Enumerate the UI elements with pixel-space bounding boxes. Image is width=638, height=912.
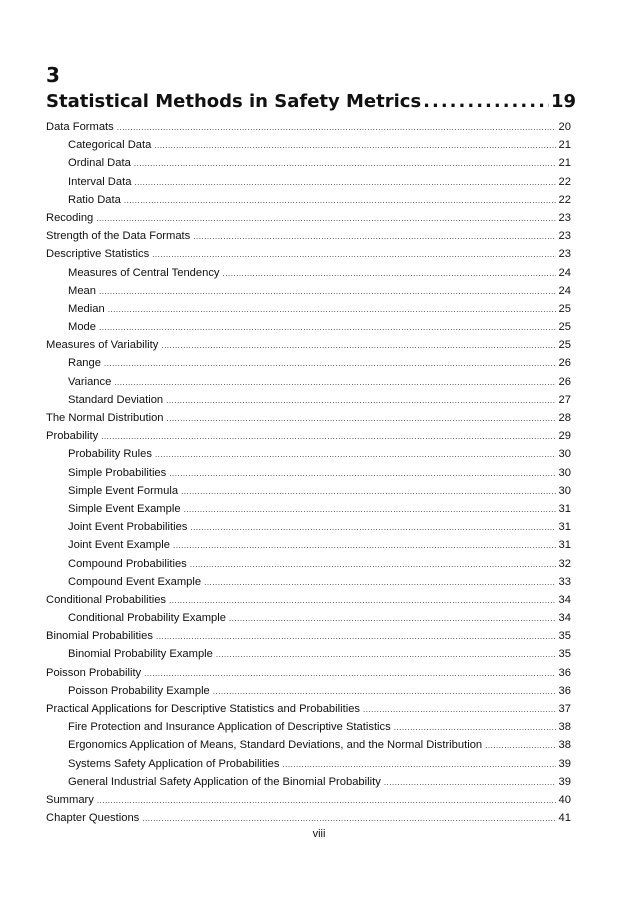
toc-entry <box>46 500 571 518</box>
toc-entry-title: Strength of the Data Formats <box>46 230 191 243</box>
toc-entry-page: 25 <box>558 302 571 315</box>
toc-entry-title: Poisson Probability Example <box>68 684 210 697</box>
toc-entry-page: 21 <box>558 157 571 170</box>
toc-entry-title: Mean <box>68 284 96 297</box>
dot-leader <box>101 428 555 446</box>
dot-leader <box>384 774 556 792</box>
toc-entry <box>46 645 571 663</box>
dot-leader <box>96 210 555 228</box>
dot-leader <box>423 90 549 114</box>
toc-entry-title: Poisson Probability <box>46 666 142 679</box>
toc-entry <box>46 518 571 536</box>
toc-entry <box>46 700 571 718</box>
toc-entry <box>46 409 571 427</box>
toc-entry-title: Measures of Central Tendency <box>68 266 220 279</box>
toc-entry-title: Variance <box>68 375 112 388</box>
dot-leader <box>161 337 555 355</box>
toc-entry <box>46 809 571 827</box>
toc-entry-page: 37 <box>558 703 571 715</box>
toc-entry <box>46 118 571 136</box>
toc-entry <box>46 136 571 154</box>
dot-leader <box>173 537 556 555</box>
chapter-number: 3 <box>46 63 60 87</box>
toc-entry <box>46 318 571 336</box>
dot-leader <box>144 665 555 683</box>
toc-entry-title: Binomial Probability Example <box>68 648 213 661</box>
toc-entry-page: 38 <box>558 739 571 752</box>
toc-entry-page: 22 <box>558 175 571 188</box>
dot-leader <box>485 737 555 755</box>
toc-entry <box>46 718 571 736</box>
dot-leader <box>169 592 556 610</box>
toc-entry-page: 21 <box>558 139 571 152</box>
toc-entry-page: 39 <box>558 757 571 770</box>
toc-entry-title: Ergonomics Application of Means, Standard Deviations, and the Normal Distribution <box>68 739 483 752</box>
toc-entry-title: Chapter Questions <box>46 812 140 825</box>
toc-entry <box>46 464 571 482</box>
toc-entry <box>46 609 571 627</box>
dot-leader <box>154 137 555 155</box>
toc-entry <box>46 664 571 682</box>
toc-entry-title: Standard Deviation <box>68 393 164 406</box>
toc-entry <box>46 191 571 209</box>
dot-leader <box>142 810 555 828</box>
toc-entry <box>46 282 571 300</box>
toc-entry-page: 25 <box>558 321 571 334</box>
dot-leader <box>213 683 556 701</box>
toc-entry <box>46 336 571 354</box>
toc-entry-page: 26 <box>558 357 571 370</box>
chapter-heading <box>46 90 576 114</box>
toc-entry <box>46 627 571 645</box>
toc-entry-title: Categorical Data <box>68 139 152 152</box>
toc-entry-page: 35 <box>558 630 571 643</box>
toc-entry <box>46 536 571 554</box>
toc-entry-title: Joint Event Example <box>68 539 170 552</box>
toc-entry-title: Compound Probabilities <box>68 557 187 570</box>
toc-entry-page: 30 <box>558 466 571 479</box>
toc-entry-title: Summary <box>46 793 94 806</box>
dot-leader <box>134 155 556 173</box>
dot-leader <box>204 574 555 592</box>
toc-entry-page: 36 <box>558 684 571 697</box>
dot-leader <box>363 701 556 719</box>
toc-entry-page: 28 <box>558 412 571 424</box>
toc-entry-page: 33 <box>558 575 571 588</box>
dot-leader <box>216 646 556 664</box>
toc-entry-page: 31 <box>558 521 571 534</box>
toc-entry <box>46 391 571 409</box>
dot-leader <box>99 319 556 337</box>
toc-entry <box>46 300 571 318</box>
toc-entry-page: 25 <box>558 339 571 352</box>
toc-entry-page: 22 <box>558 193 571 206</box>
dot-leader <box>134 174 555 192</box>
dot-leader <box>155 446 556 464</box>
toc-entry-page: 34 <box>558 612 571 625</box>
toc-entry-title: Descriptive Statistics <box>46 248 150 261</box>
toc-entry-page: 20 <box>558 121 571 133</box>
toc-entry <box>46 373 571 391</box>
chapter-title: Statistical Methods in Safety Metrics <box>46 91 422 112</box>
toc-entry-title: Probability <box>46 430 99 443</box>
dot-leader <box>156 628 556 646</box>
toc-entry <box>46 773 571 791</box>
toc-entry-page: 39 <box>558 775 571 788</box>
dot-leader <box>114 374 555 392</box>
toc-entry-page: 29 <box>558 430 571 443</box>
dot-leader <box>108 301 556 319</box>
toc-entry-title: Measures of Variability <box>46 339 159 352</box>
toc-entry-title: Compound Event Example <box>68 575 202 588</box>
toc-entry-title: Range <box>68 357 101 370</box>
toc-entry-page: 24 <box>558 266 571 279</box>
table-of-contents <box>46 118 571 827</box>
toc-entry <box>46 736 571 754</box>
toc-entry-page: 35 <box>558 648 571 661</box>
dot-leader <box>190 519 555 537</box>
toc-entry-page: 41 <box>558 812 571 825</box>
toc-entry-title: Recoding <box>46 211 94 224</box>
toc-entry <box>46 154 571 172</box>
dot-leader <box>104 355 556 373</box>
toc-entry-title: Probability Rules <box>68 448 152 461</box>
dot-leader <box>167 410 556 428</box>
dot-leader <box>117 119 556 137</box>
toc-entry-page: 24 <box>558 284 571 297</box>
toc-entry <box>46 555 571 573</box>
toc-entry-title: Conditional Probabilities <box>46 593 167 606</box>
dot-leader <box>282 756 555 774</box>
toc-entry <box>46 573 571 591</box>
toc-entry-title: Systems Safety Application of Probabilities <box>68 757 280 770</box>
toc-entry-title: Conditional Probability Example <box>68 612 226 625</box>
toc-entry <box>46 209 571 227</box>
toc-entry-title: The Normal Distribution <box>46 412 164 424</box>
toc-entry <box>46 682 571 700</box>
dot-leader <box>99 283 556 301</box>
toc-entry-page: 34 <box>558 593 571 606</box>
toc-entry <box>46 791 571 809</box>
toc-entry-title: Simple Event Example <box>68 502 181 515</box>
dot-leader <box>152 246 555 264</box>
toc-entry <box>46 482 571 500</box>
toc-entry-page: 27 <box>558 393 571 406</box>
toc-entry <box>46 173 571 191</box>
dot-leader <box>190 556 556 574</box>
toc-entry-title: Ordinal Data <box>68 157 131 170</box>
toc-entry <box>46 591 571 609</box>
toc-entry-page: 40 <box>558 793 571 806</box>
page-folio: viii <box>312 828 326 840</box>
toc-entry-title: Mode <box>68 321 96 334</box>
chapter-page-number: 19 <box>550 91 576 112</box>
toc-entry-page: 31 <box>558 502 571 515</box>
toc-entry-page: 23 <box>558 211 571 224</box>
toc-entry-page: 26 <box>558 375 571 388</box>
toc-entry <box>46 755 571 773</box>
toc-entry-title: Data Formats <box>46 121 114 133</box>
toc-entry-page: 23 <box>558 248 571 261</box>
toc-entry <box>46 445 571 463</box>
toc-entry <box>46 354 571 372</box>
toc-entry-title: Fire Protection and Insurance Application of Descriptive Statistics <box>68 721 391 734</box>
dot-leader <box>169 465 555 483</box>
dot-leader <box>184 501 556 519</box>
toc-entry-title: Simple Event Formula <box>68 484 179 497</box>
dot-leader <box>229 610 556 628</box>
dot-leader <box>166 392 555 410</box>
toc-entry <box>46 264 571 282</box>
dot-leader <box>124 192 556 210</box>
toc-entry-title: Simple Probabilities <box>68 466 167 479</box>
dot-leader <box>97 792 556 810</box>
dot-leader <box>181 483 555 501</box>
toc-entry-title: Interval Data <box>68 175 132 188</box>
toc-entry-page: 38 <box>558 721 571 734</box>
toc-entry-title: General Industrial Safety Application of the Binomial Probability <box>68 775 381 788</box>
toc-entry <box>46 427 571 445</box>
dot-leader <box>394 719 556 737</box>
toc-entry-page: 30 <box>558 448 571 461</box>
dot-leader <box>193 228 555 246</box>
toc-entry-page: 23 <box>558 230 571 243</box>
toc-entry-title: Practical Applications for Descriptive Statistics and Probabilities <box>46 703 361 715</box>
toc-entry <box>46 227 571 245</box>
toc-entry-page: 31 <box>558 539 571 552</box>
toc-entry-title: Joint Event Probabilities <box>68 521 188 534</box>
toc-entry-title: Median <box>68 302 105 315</box>
dot-leader <box>223 265 556 283</box>
toc-entry-page: 32 <box>558 557 571 570</box>
toc-entry-page: 30 <box>558 484 571 497</box>
toc-entry <box>46 245 571 263</box>
toc-entry-title: Binomial Probabilities <box>46 630 153 643</box>
toc-entry-title: Ratio Data <box>68 193 121 206</box>
toc-entry-page: 36 <box>558 666 571 679</box>
